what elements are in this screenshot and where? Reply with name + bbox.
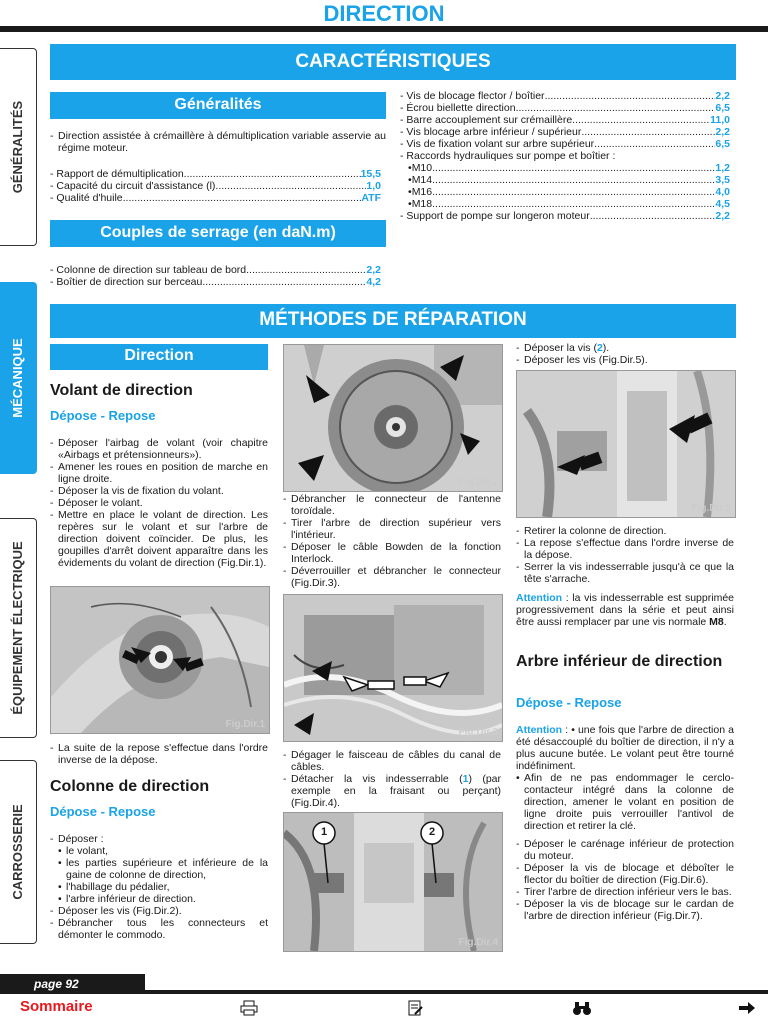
colonne-depose-repose: Dépose - Repose: [50, 804, 156, 819]
volant-after: [50, 742, 268, 766]
spec-key: Boîtier de direction sur berceau: [56, 276, 203, 288]
spec-row: - Vis blocage arbre inférieur / supérieur ..... 2,2: [400, 126, 730, 138]
mid-steps-2: [283, 749, 501, 809]
binoculars-icon[interactable]: [572, 1000, 592, 1018]
arbre-title: Arbre inférieur de direction: [516, 653, 723, 670]
spec-value: 6,5: [715, 102, 730, 114]
spec-key: • M18: [408, 198, 432, 210]
caracteristiques-header: CARACTÉRISTIQUES: [50, 44, 736, 80]
spec-row: - Support de pompe sur longeron moteur ..... 2,2: [400, 210, 730, 222]
spec-value: 15,5: [360, 168, 381, 180]
spec-row: [400, 174, 730, 186]
volant-title: Volant de direction: [50, 382, 193, 399]
figure-dir-1: [50, 586, 270, 734]
connector-photo: [284, 595, 502, 741]
spec-value: 6,5: [715, 138, 730, 150]
printer-icon[interactable]: [240, 1000, 258, 1018]
spec-row: - Vis de blocage flector / boîtier ..... 2,2: [400, 90, 730, 102]
figure-label: Fig.Dir.4: [458, 937, 498, 948]
generalites-intro-text: - Direction assistée à crémaillère à démultiplication variable asservie au régime moteur.: [50, 130, 386, 154]
callout-1: 1: [320, 826, 328, 838]
list-item: - Déposer :: [50, 833, 268, 845]
spec-value: 2,2: [715, 126, 730, 138]
figure-dir-2: [283, 344, 503, 492]
spec-value: 3,5: [715, 174, 730, 186]
spec-key: • M10: [408, 162, 432, 174]
callout-2: 2: [428, 826, 436, 838]
couples-left-specs: [50, 264, 381, 288]
attention-label: Attention: [516, 592, 563, 604]
page-title: DIRECTION: [323, 1, 445, 26]
bullet-item: • l'arbre inférieur de direction.: [58, 893, 268, 905]
list-item: - Dégager le faisceau de câbles du canal de câbles.: [283, 749, 501, 773]
list-item: - Mettre en place le volant de direction. Les repères sur le volant et sur l'arbre de direction doivent coïncider. De plus, les goupilles d'arrêt doivent apparaître dans les évidements du volant de direction (Fig.Dir.1).: [50, 509, 268, 569]
tab-carrosserie[interactable]: [0, 760, 37, 944]
list-item: - Tirer l'arbre de direction supérieur vers l'intérieur.: [283, 517, 501, 541]
tab-equipement-label: ÉQUIPEMENT ÉLECTRIQUE: [10, 541, 25, 715]
list-item: - Débrancher le connecteur de l'antenne toroïdale.: [283, 493, 501, 517]
attention-text: : • une fois que l'arbre de direction a été désaccouplé du boîtier de direction, il n'y a plus aucune butée. Le volant peut être tourné indéfiniment.: [516, 724, 734, 772]
attention-end: .: [723, 616, 727, 628]
list-item: - Déposer les vis (Fig.Dir.5).: [516, 354, 734, 366]
right-steps-2: [516, 525, 734, 585]
column-bolts-photo: [517, 371, 735, 517]
tab-equipement-electrique[interactable]: [0, 518, 37, 738]
figure-label: Fig.Dir.3: [458, 727, 498, 738]
document-icon[interactable]: [406, 1000, 424, 1018]
spec-row: [400, 186, 730, 198]
mid-steps-1: [283, 493, 501, 589]
spec-row: [400, 162, 730, 174]
figure-label: Fig.Dir.1: [225, 719, 265, 730]
figure-label: Fig.Dir.5: [691, 503, 731, 514]
generalites-specs: [50, 168, 381, 204]
spec-value: 2,2: [715, 210, 730, 222]
spec-row: - Boîtier de direction sur berceau ..... 4,2: [50, 276, 381, 288]
spec-key: Vis blocage arbre inférieur / supérieur: [406, 126, 582, 138]
spec-value: 4,5: [715, 198, 730, 210]
colonne-steps: [50, 833, 268, 941]
tab-generalites[interactable]: [0, 48, 37, 246]
sommaire-link[interactable]: Sommaire: [20, 998, 93, 1015]
volant-steps: [50, 437, 268, 569]
steering-wheel-photo: [51, 587, 269, 733]
tab-generalites-label: GÉNÉRALITÉS: [10, 100, 25, 194]
list-item: - Tirer l'arbre de direction inférieur vers le bas.: [516, 886, 734, 898]
clock-spring-photo: [284, 345, 502, 491]
raccords-label-text: Raccords hydrauliques sur pompe et boîtier :: [406, 150, 616, 162]
list-item: - Déposer les vis (Fig.Dir.2).: [50, 905, 268, 917]
list-item: - La suite de la repose s'effectue dans l'ordre inverse de la dépose.: [50, 742, 268, 766]
list-item: - Déposer le volant.: [50, 497, 268, 509]
couples-header: Couples de serrage (en daN.m): [50, 220, 386, 247]
spec-value: 1,0: [366, 180, 381, 192]
attention-note: [516, 592, 734, 628]
list-item: - Serrer la vis indesserrable jusqu'à ce que la tête s'arrache.: [516, 561, 734, 585]
list-item: - Retirer la colonne de direction.: [516, 525, 734, 537]
generalites-intro: [50, 130, 386, 154]
couples-right-specs: [400, 90, 730, 222]
spec-row: - Barre accouplement sur crémaillère ..... 11,0: [400, 114, 730, 126]
spec-key: Capacité du circuit d'assistance (l): [56, 180, 216, 192]
figure-dir-5: [516, 370, 736, 518]
generalites-header: Généralités: [50, 92, 386, 119]
spec-value: 2,2: [366, 264, 381, 276]
list-item: - Déposer la vis de blocage sur le cardan de l'arbre de direction inférieur (Fig.Dir.7).: [516, 898, 734, 922]
spec-row: - Rapport de démultiplication ..... 15,5: [50, 168, 381, 180]
spec-key: Rapport de démultiplication: [56, 168, 184, 180]
spec-value: 1,2: [715, 162, 730, 174]
text-fragment: Détacher la vis indesserrable (: [291, 773, 463, 785]
callout-number: 1: [462, 773, 469, 785]
list-item: [516, 342, 734, 354]
list-item: - Déposer le carénage inférieur de protection du moteur.: [516, 838, 734, 862]
raccords-label: - Raccords hydrauliques sur pompe et boîtier :: [400, 150, 616, 162]
spec-value: 4,2: [366, 276, 381, 288]
colonne-title: Colonne de direction: [50, 778, 210, 795]
page-number: page 92: [0, 974, 145, 994]
methodes-header: MÉTHODES DE RÉPARATION: [50, 304, 736, 338]
list-item: - La repose s'effectue dans l'ordre inverse de la dépose.: [516, 537, 734, 561]
spec-row: - Écrou biellette direction ..... 6,5: [400, 102, 730, 114]
chapter-tabs: [0, 0, 38, 960]
attention-label: Attention: [516, 724, 563, 736]
bullet-item: • le volant,: [58, 845, 268, 857]
spec-value: 4,0: [715, 186, 730, 198]
arbre-bullet: [516, 772, 734, 832]
spec-row: - Qualité d'huile ..... ATF: [50, 192, 381, 204]
list-item: - Débrancher tous les connecteurs et démonter le commodo.: [50, 917, 268, 941]
volant-depose-repose: Dépose - Repose: [50, 408, 156, 423]
spec-key: Support de pompe sur longeron moteur: [406, 210, 590, 222]
spec-key: Vis de blocage flector / boîtier: [406, 90, 545, 102]
spec-key: • M14: [408, 174, 432, 186]
tab-mecanique[interactable]: [0, 282, 37, 474]
text-fragment: ).: [602, 342, 610, 354]
list-item: - Déverrouiller et débrancher le connecteur (Fig.Dir.3).: [283, 565, 501, 589]
spec-key: Écrou biellette direction: [406, 102, 516, 114]
attention-bold: M8: [709, 616, 724, 628]
spec-key: Barre accouplement sur crémaillère: [406, 114, 573, 126]
tab-carrosserie-label: CARROSSERIE: [10, 804, 25, 900]
arbre-steps: [516, 838, 734, 922]
figure-label: Fig.Dir.2: [458, 477, 498, 488]
list-item: [283, 773, 501, 809]
bullet-item: • Afin de ne pas endommager le cerclo-contacteur intégré dans la colonne de direction, amener le volant en position de ligne droite puis verrouiller l'antivol de direction et retirer la clé.: [516, 772, 734, 832]
spec-row: - Vis de fixation volant sur arbre supérieur ..... 6,5: [400, 138, 730, 150]
spec-row: - Capacité du circuit d'assistance (l) ..... 1,0: [50, 180, 381, 192]
list-item: - Déposer le câble Bowden de la fonction Interlock.: [283, 541, 501, 565]
list-item: - Déposer la vis de fixation du volant.: [50, 485, 268, 497]
column-screws-photo: [284, 813, 502, 951]
spec-value: ATF: [361, 192, 381, 204]
top-divider: [0, 26, 768, 32]
right-top-steps: [516, 342, 734, 366]
attention-text: : la vis indesserrable est supprimée progressivement dans la série et peut ainsi être aussi remplacer par une vis normale: [516, 592, 734, 628]
list-item: - Amener les roues en position de marche en ligne droite.: [50, 461, 268, 485]
spec-key: • M16: [408, 186, 432, 198]
spec-row: - Colonne de direction sur tableau de bord ..... 2,2: [50, 264, 381, 276]
figure-dir-4: [283, 812, 503, 952]
spec-row: [400, 198, 730, 210]
bullet-item: • l'habillage du pédalier,: [58, 881, 268, 893]
spec-key: Qualité d'huile: [56, 192, 123, 204]
arbre-depose-repose: Dépose - Repose: [516, 695, 622, 710]
arrow-right-icon[interactable]: [738, 1000, 756, 1018]
direction-header: Direction: [50, 344, 268, 370]
figure-dir-3: [283, 594, 503, 742]
spec-value: 2,2: [715, 90, 730, 102]
text-fragment: Déposer la vis (: [524, 342, 597, 354]
arbre-attention: [516, 724, 734, 772]
tab-mecanique-label: MÉCANIQUE: [10, 338, 25, 418]
text-fragment: ) (par exemple en la fraisant ou perçant) (Fig.Dir.4).: [291, 773, 502, 809]
spec-key: Vis de fixation volant sur arbre supérieur: [406, 138, 595, 150]
list-item: - Déposer la vis de blocage et déboîter le flector du boîtier de direction (Fig.Dir.6).: [516, 862, 734, 886]
spec-value: 11,0: [710, 114, 730, 126]
spec-key: Colonne de direction sur tableau de bord: [56, 264, 247, 276]
bullet-item: • les parties supérieure et inférieure de la gaine de colonne de direction,: [58, 857, 268, 881]
list-item: - Déposer l'airbag de volant (voir chapitre «Airbags et prétensionneurs»).: [50, 437, 268, 461]
callout-number: 2: [596, 342, 603, 354]
